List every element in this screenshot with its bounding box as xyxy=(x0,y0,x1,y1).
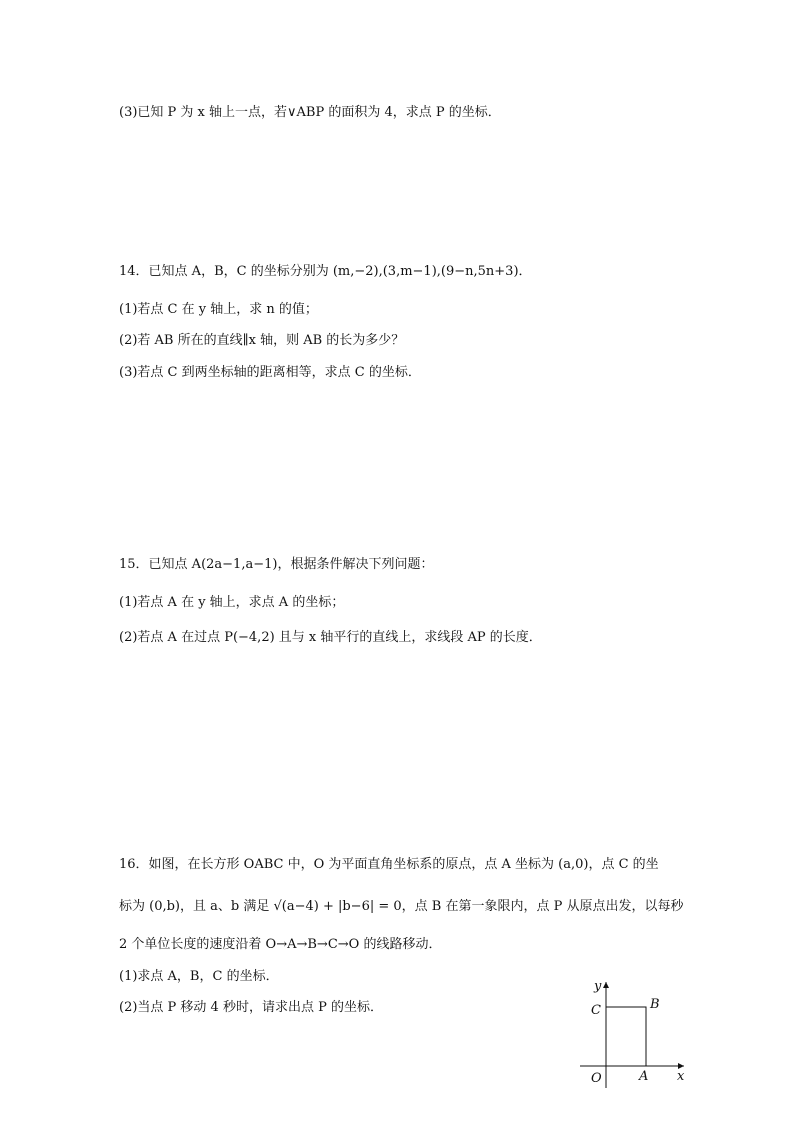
y-axis-label: y xyxy=(594,979,602,994)
q13-part3: (3)已知 P 为 x 轴上一点，若∨ABP 的面积为 4，求点 P 的坐标． xyxy=(119,105,501,120)
q14-part2: (2)若 AB 所在的直线∥x 轴，则 AB 的长为多少？ xyxy=(119,333,405,348)
q16-part2: (2)当点 P 移动 4 秒时，请求出点 P 的坐标． xyxy=(119,1000,383,1015)
q16-stem-line3: 2 个单位长度的速度沿着 O→A→B→C→O 的线路移动． xyxy=(119,937,442,952)
point-b-label: B xyxy=(650,997,660,1012)
q16-part1: (1)求点 A，B，C 的坐标． xyxy=(119,969,279,984)
point-c-label: C xyxy=(591,1003,601,1018)
coordinate-diagram xyxy=(576,976,688,1088)
x-axis-label: x xyxy=(677,1069,685,1084)
q15-stem: 15．已知点 A(2a−1,a−1)，根据条件解决下列问题： xyxy=(119,557,434,572)
q15-part1: (1)若点 A 在 y 轴上，求点 A 的坐标； xyxy=(119,595,345,610)
q14-stem: 14．已知点 A，B，C 的坐标分别为 (m,−2),(3,m−1),(9−n,5n+3)． xyxy=(119,264,532,279)
q16-stem-line1: 16．如图，在长方形 OABC 中，O 为平面直角坐标系的原点，点 A 坐标为 (a,0)，点 C 的坐 xyxy=(119,857,659,872)
q16-stem-line2: 标为 (0,b)，且 a、b 满足 √(a−4) + |b−6| = 0，点 B 在第一象限内，点 P 从原点出发，以每秒 xyxy=(119,899,684,914)
q14-part3: (3)若点 C 到两坐标轴的距离相等，求点 C 的坐标． xyxy=(119,365,421,380)
rectangle-oabc xyxy=(606,1007,646,1066)
q15-part2: (2)若点 A 在过点 P(−4,2) 且与 x 轴平行的直线上，求线段 AP 的长度． xyxy=(119,630,542,645)
q14-part1: (1)若点 C 在 y 轴上，求 n 的值； xyxy=(119,302,318,317)
rectangle-coordinate-figure xyxy=(576,976,688,1088)
point-a-label: A xyxy=(639,1069,649,1084)
point-o-label: O xyxy=(591,1071,602,1086)
